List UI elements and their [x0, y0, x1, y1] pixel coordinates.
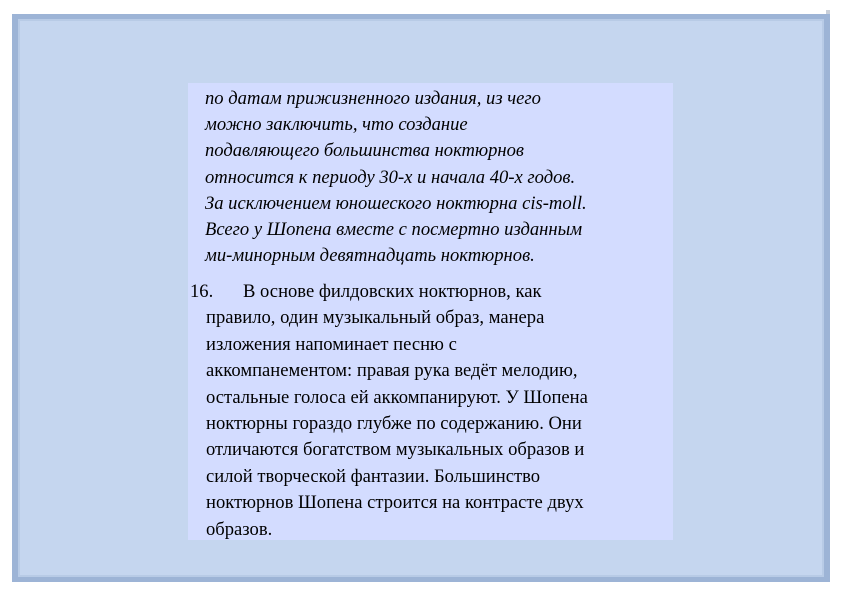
italic-line: За исключением юношеского ноктюрна cis-moll.: [205, 192, 587, 214]
paragraph-line: изложения напоминает песню с: [206, 333, 457, 355]
paragraph-line: правило, один музыкальный образ, манера: [206, 307, 545, 329]
paragraph-line: образов.: [206, 518, 273, 540]
italic-line: ми-минорным девятнадцать ноктюрнов.: [205, 245, 535, 267]
italic-line: относится к периоду 30-х и начала 40-х годов.: [205, 166, 576, 188]
list-item-number: 16.: [190, 281, 214, 302]
italic-line: можно заключить, что создание: [205, 114, 468, 136]
paragraph-line: аккомпанементом: правая рука ведёт мелодию,: [206, 360, 578, 382]
italic-line: по датам прижизненного издания, из чего: [205, 88, 541, 109]
paragraph-line: отличаются богатством музыкальных образов и: [206, 439, 585, 461]
paragraph-line: ноктюрнов Шопена строится на контрасте двух: [206, 492, 584, 514]
italic-line: Всего у Шопена вместе с посмертно изданным: [205, 218, 583, 240]
italic-paragraph: [205, 86, 675, 269]
paragraph-line: В основе филдовских ноктюрнов, как: [243, 281, 542, 302]
italic-line: подавляющего большинства ноктюрнов: [205, 140, 524, 162]
paragraph-line: ноктюрны гораздо глубже по содержанию. Они: [206, 412, 582, 434]
list-item-paragraph: [206, 279, 676, 543]
paragraph-line: силой творческой фантазии. Большинство: [206, 465, 541, 487]
paragraph-line: остальные голоса ей аккомпанируют. У Шопена: [206, 386, 588, 408]
